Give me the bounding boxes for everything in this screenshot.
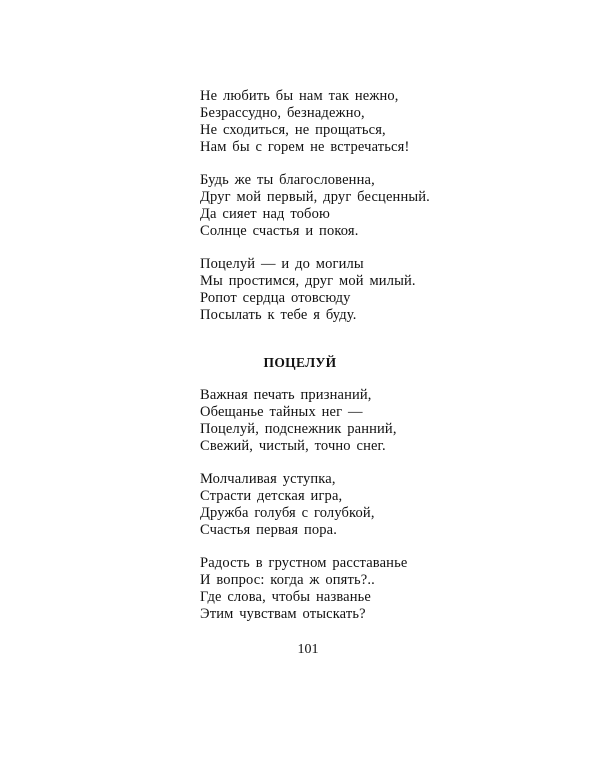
verse-line: Солнце счастья и покоя. bbox=[200, 223, 359, 239]
verse-line: Свежий, чистый, точно снег. bbox=[200, 438, 386, 454]
verse-line: Счастья первая пора. bbox=[200, 522, 338, 538]
verse-line: Радость в грустном расставанье bbox=[200, 555, 408, 571]
verse-line: Безрассудно, безнадежно, bbox=[200, 105, 365, 121]
verse-line: Ропот сердца отовсюду bbox=[200, 290, 351, 306]
verse-line: Нам бы с горем не встречаться! bbox=[200, 139, 410, 155]
verse-line: Страсти детская игра, bbox=[200, 488, 343, 504]
page-number: 101 bbox=[297, 642, 319, 657]
verse-line: Да сияет над тобою bbox=[200, 206, 330, 222]
poem1-stanza-1 bbox=[200, 88, 409, 156]
verse-line: Не любить бы нам так нежно, bbox=[200, 88, 399, 104]
verse-line: Дружба голубя с голубкой, bbox=[200, 505, 375, 521]
verse-line: И вопрос: когда ж опять?.. bbox=[200, 572, 375, 588]
verse-line: Поцелуй, подснежник ранний, bbox=[200, 421, 397, 437]
verse-line: Будь же ты благословенна, bbox=[200, 172, 375, 188]
poem1-stanza-2 bbox=[200, 172, 430, 240]
poem2-stanza-2 bbox=[200, 471, 375, 539]
poem-title: ПОЦЕЛУЙ bbox=[263, 355, 337, 370]
verse-line: Важная печать признаний, bbox=[200, 387, 372, 403]
poem1-stanza-3 bbox=[200, 256, 416, 324]
verse-line: Молчаливая уступка, bbox=[200, 471, 336, 487]
verse-line: Мы простимся, друг мой милый. bbox=[200, 273, 416, 289]
verse-line: Друг мой первый, друг бесценный. bbox=[200, 189, 430, 205]
verse-line: Обещанье тайных нег — bbox=[200, 404, 363, 420]
poem2-stanza-1 bbox=[200, 387, 397, 455]
verse-line: Поцелуй — и до могилы bbox=[200, 256, 364, 272]
verse-line: Этим чувствам отыскать? bbox=[200, 606, 366, 622]
verse-line: Посылать к тебе я буду. bbox=[200, 307, 357, 323]
poem2-stanza-3 bbox=[200, 555, 407, 623]
verse-line: Не сходиться, не прощаться, bbox=[200, 122, 386, 138]
verse-line: Где слова, чтобы названье bbox=[200, 589, 371, 605]
